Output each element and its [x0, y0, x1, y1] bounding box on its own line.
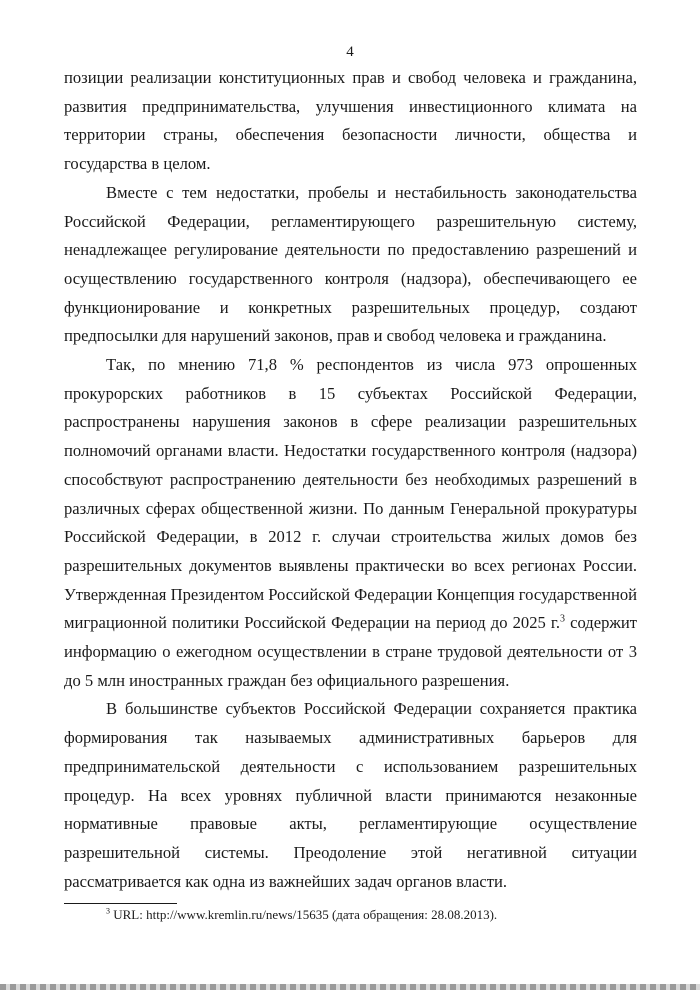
paragraph-3-text-before-note: Так, по мнению 71,8 % респондентов из числа 973 опрошенных прокурорских работников в 15 субъектах Российской Федерации, распространены нарушения законов в сфере реализации разрешительных полномочий органами власти. Недостатки государственного контроля (надзора) способствуют распространению деятельности без необходимых разрешений в различных сферах общественной жизни. По данным Генеральной прокуратуры Российской Федерации, в 2012 г. случаи строительства жилых домов без разрешительных документов выявлены практически во всех регионах России. Утвержденная Президентом Российской Федерации Концепция государственной миграционной политики Российской Федерации на период до 2025 г.: [64, 355, 638, 633]
footnote-mark: 3: [106, 906, 110, 916]
footnote-text: URL: http://www.kremlin.ru/news/15635 (дата обращения: 28.08.2013).: [110, 907, 498, 922]
footnote-reference-3: 3: [560, 613, 565, 625]
paragraph-3: [64, 351, 637, 695]
scan-bottom-edge: [0, 984, 700, 990]
paragraph-4: [64, 695, 637, 896]
paragraph-1: [64, 64, 637, 179]
footnote-3: [64, 906, 637, 924]
paragraph-2: [64, 179, 637, 351]
page-number: 4: [346, 44, 354, 60]
body-text: [64, 64, 637, 896]
paragraph-2-text: Вместе с тем недостатки, пробелы и нестабильность законодательства Российской Федерации, регламентирующего разрешительную систему, ненадлежащее регулирование деятельности по предоставлению разрешений и осуществлению государственного контроля (надзора), обеспечивающего ее функционирование и конкретных разрешительных процедур, создают предпосылки для нарушений законов, прав и свобод человека и гражданина.: [64, 182, 637, 346]
footnote-separator: [64, 903, 177, 904]
paragraph-4-text: В большинстве субъектов Российской Федерации сохраняется практика формирования так называемых административных барьеров для предпринимательской деятельности с использованием разрешительных процедур. На всех уровнях публичной власти принимаются незаконные нормативные правовые акты, регламентирующие осуществление разрешительной системы. Преодоление этой негативной ситуации рассматривается как одна из важнейших задач органов власти.: [64, 699, 637, 891]
paragraph-1-text: позиции реализации конституционных прав и свобод человека и гражданина, развития предпринимательства, улучшения инвестиционного климата на территории страны, обеспечения безопасности личности, общества и государства в целом.: [64, 68, 637, 174]
paragraph-3-text-after-note: содержит информацию о ежегодном осуществлении в стране трудовой деятельности от 3 до 5 млн иностранных граждан без официального разрешения.: [64, 613, 637, 690]
